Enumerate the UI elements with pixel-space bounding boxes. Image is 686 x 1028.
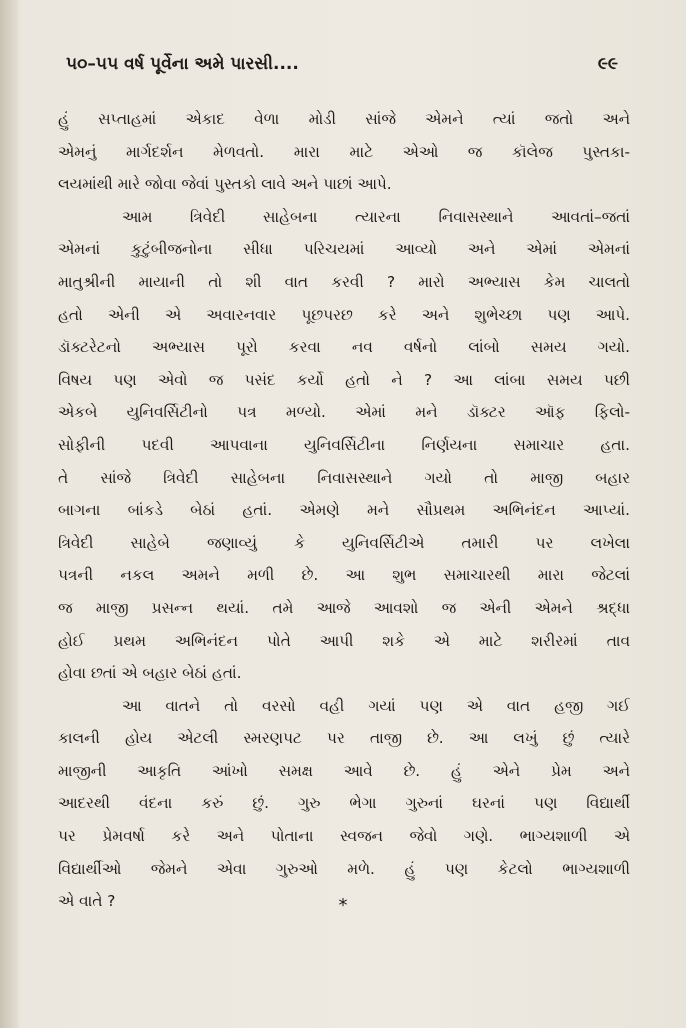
text-line: એકબે યુનિવર્સિટીનો પત્ર મળ્યો. એમાં મને ડૉક્ટર ઑફ ફિલો- <box>58 403 630 422</box>
text-line: ડૉક્ટરેટનો અભ્યાસ પૂરો કરવા નવ વર્ષનો લાંબો સમય ગયો. <box>58 338 630 357</box>
page-number: ૯૯ <box>597 54 618 74</box>
text-line: તે સાંજે ત્રિવેદી સાહેબના નિવાસસ્થાને ગયો તો માજી બહાર <box>58 468 630 487</box>
body-text <box>58 103 630 918</box>
text-line: માજીની આકૃતિ આંખો સમક્ષ આવે છે. હું એને પ્રેમ અને <box>58 761 630 780</box>
text-line: બાગના બાંકડે બેઠાં હતાં. એમણે મને સૌપ્રથમ અભિનંદન આપ્યાં. <box>58 501 630 520</box>
text-line: આદરથી વંદના કરું છું. ગુરુ ભેગા ગુરુનાં ઘરનાં પણ વિદ્યાર્થી <box>58 794 630 813</box>
text-line: એમનાં કુટુંબીજનોના સીધા પરિચયમાં આવ્યો અને એમાં એમનાં <box>58 240 630 259</box>
text-line: વિષય પણ એવો જ પસંદ કર્યો હતો ને ? આ લાંબા સમય પછી <box>58 370 630 389</box>
header-title: ૫૦–૫૫ વર્ષ પૂર્વેના અમે પારસી.... <box>66 54 299 74</box>
page-gutter <box>0 0 18 1028</box>
text-line: હતો એની એ અવારનવાર પૂછપરછ કરે અને શુભેચ્છા પણ આપે. <box>58 305 630 324</box>
text-line: એ વાતે ? <box>58 892 116 911</box>
section-end-asterisk: * <box>338 895 348 916</box>
text-line: જ માજી પ્રસન્ન થયાં. તમે આજે આવશો જ એની એમને શ્રદ્ધા <box>58 598 630 617</box>
text-line: કાલની હોય એટલી સ્મરણપટ પર તાજી છે. આ લખું છું ત્યારે <box>58 729 630 748</box>
text-line: સોફીની પદવી આપવાના યુનિવર્સિટીના નિર્ણયના સમાચાર હતા. <box>58 435 630 454</box>
text-line: લયમાંથી મારે જોવા જેવાં પુસ્તકો લાવે અને પાછાં આપે. <box>58 175 392 194</box>
text-line: માતુશ્રીની માયાની તો શી વાત કરવી ? મારો અભ્યાસ કેમ ચાલતો <box>58 272 630 291</box>
text-line: પર પ્રેમવર્ષા કરે અને પોતાના સ્વજન જેવો ગણે. ભાગ્યશાળી એ <box>58 827 630 846</box>
running-header <box>66 54 618 84</box>
text-line: હું સપ્તાહમાં એકાદ વેળા મોડી સાંજે એમને ત્યાં જતો અને <box>58 110 630 128</box>
paragraph-start-line: આમ ત્રિવેદી સાહેબના ત્યારના નિવાસસ્થાને આવતાં–જતાં <box>122 207 630 226</box>
text-line: એમનું માર્ગદર્શન મેળવતો. મારા માટે એઓ જ કૉલેજ પુસ્તકા- <box>58 142 630 161</box>
text-line: ત્રિવેદી સાહેબે જણાવ્યું કે યુનિવર્સિટીએ તમારી પર લખેલા <box>58 533 630 552</box>
paragraph-start-line: આ વાતને તો વરસો વહી ગયાં પણ એ વાત હજી ગઈ <box>122 696 630 715</box>
text-line: હોવા છતાં એ બહાર બેઠાં હતાં. <box>58 664 242 683</box>
text-line: હોઈ પ્રથમ અભિનંદન પોતે આપી શકે એ માટે શરીરમાં તાવ <box>58 631 630 650</box>
text-line: વિદ્યાર્થીઓ જેમને એવા ગુરુઓ મળે. હું પણ કેટલો ભાગ્યશાળી <box>58 859 630 878</box>
text-line: પત્રની નકલ અમને મળી છે. આ શુભ સમાચારથી મારા જેટલાં <box>58 566 630 585</box>
